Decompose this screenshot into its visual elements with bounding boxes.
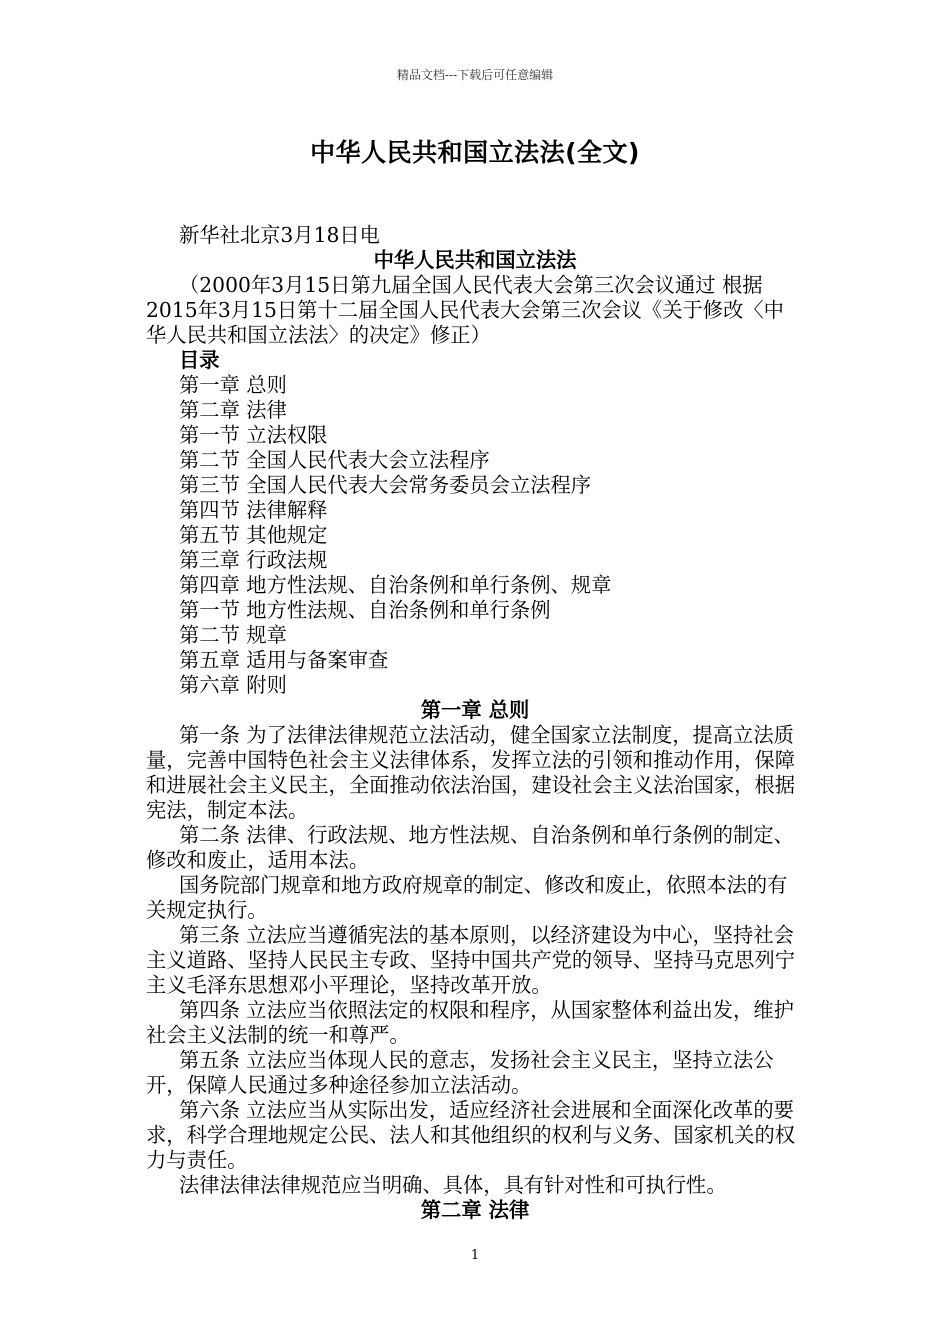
toc-item: 第五节 其他规定 (179, 523, 328, 547)
toc-item: 第六章 附则 (179, 673, 287, 697)
article-paragraph: 第五条 立法应当体现人民的意志，发扬社会主义民主，坚持立法公开，保障人民通过多种途径参加立法活动。 (146, 1048, 774, 1097)
chapter-heading: 第一章 总则 (420, 698, 530, 722)
article-paragraph: 第四条 立法应当依照法定的权限和程序，从国家整体利益出发，维护社会主义法制的统一和尊严。 (146, 998, 794, 1047)
law-name-heading: 中华人民共和国立法法 (373, 248, 577, 272)
article-paragraph: 第六条 立法应当从实际出发，适应经济社会进展和全面深化改革的要求，科学合理地规定公民、法人和其他组织的权利与义务、国家机关的权力与责任。 (146, 1098, 796, 1172)
toc-item: 第二节 全国人民代表大会立法程序 (179, 448, 490, 472)
table-of-contents (146, 373, 804, 698)
page-header: 精品文档---下载后可任意编辑 (396, 68, 554, 82)
toc-item: 第二章 法律 (179, 398, 287, 422)
toc-item: 第一章 总则 (179, 373, 287, 397)
toc-heading: 目录 (179, 348, 220, 372)
article-paragraph: 第一条 为了法律法律规范立法活动，健全国家立法制度，提高立法质量，完善中国特色社会主义法律体系，发挥立法的引领和推动作用，保障和进展社会主义民主，全面推动依法治国，建设社会主义法治国家，根据宪法，制定本法。 (146, 723, 796, 822)
toc-item: 第四章 地方性法规、自治条例和单行条例、规章 (179, 573, 612, 597)
chapter-heading: 第二章 法律 (420, 1198, 530, 1222)
article-paragraph: 国务院部门规章和地方政府规章的制定、修改和废止，依照本法的有关规定执行。 (146, 873, 788, 922)
document-title: 中华人民共和国立法法(全文) (310, 138, 640, 167)
adoption-note: （2000年3月15日第九届全国人民代表大会第三次会议通过 根据2015年3月15日第十二届全国人民代表大会第三次会议《关于修改〈中华人民共和国立法法〉的决定》修正） (146, 273, 784, 347)
toc-item: 第一节 地方性法规、自治条例和单行条例 (179, 598, 551, 622)
article-paragraph: 第二条 法律、行政法规、地方性法规、自治条例和单行条例的制定、修改和废止，适用本法。 (146, 823, 794, 872)
document-body (146, 223, 804, 1223)
toc-item: 第三节 全国人民代表大会常务委员会立法程序 (179, 473, 592, 497)
toc-item: 第五章 适用与备案审查 (179, 648, 389, 672)
toc-item: 第二节 规章 (179, 623, 287, 647)
toc-item: 第三章 行政法规 (179, 548, 328, 572)
toc-item: 第四节 法律解释 (179, 498, 328, 522)
toc-item: 第一节 立法权限 (179, 423, 328, 447)
dateline: 新华社北京3月18日电 (179, 223, 380, 247)
article-paragraph: 第三条 立法应当遵循宪法的基本原则，以经济建设为中心，坚持社会主义道路、坚持人民民主专政、坚持中国共产党的领导、坚持马克思列宁主义毛泽东思想邓小平理论，坚持改革开放。 (146, 923, 796, 997)
page-number: 1 (470, 1248, 480, 1263)
article-paragraph: 法律法律法律规范应当明确、具体，具有针对性和可执行性。 (179, 1173, 727, 1197)
